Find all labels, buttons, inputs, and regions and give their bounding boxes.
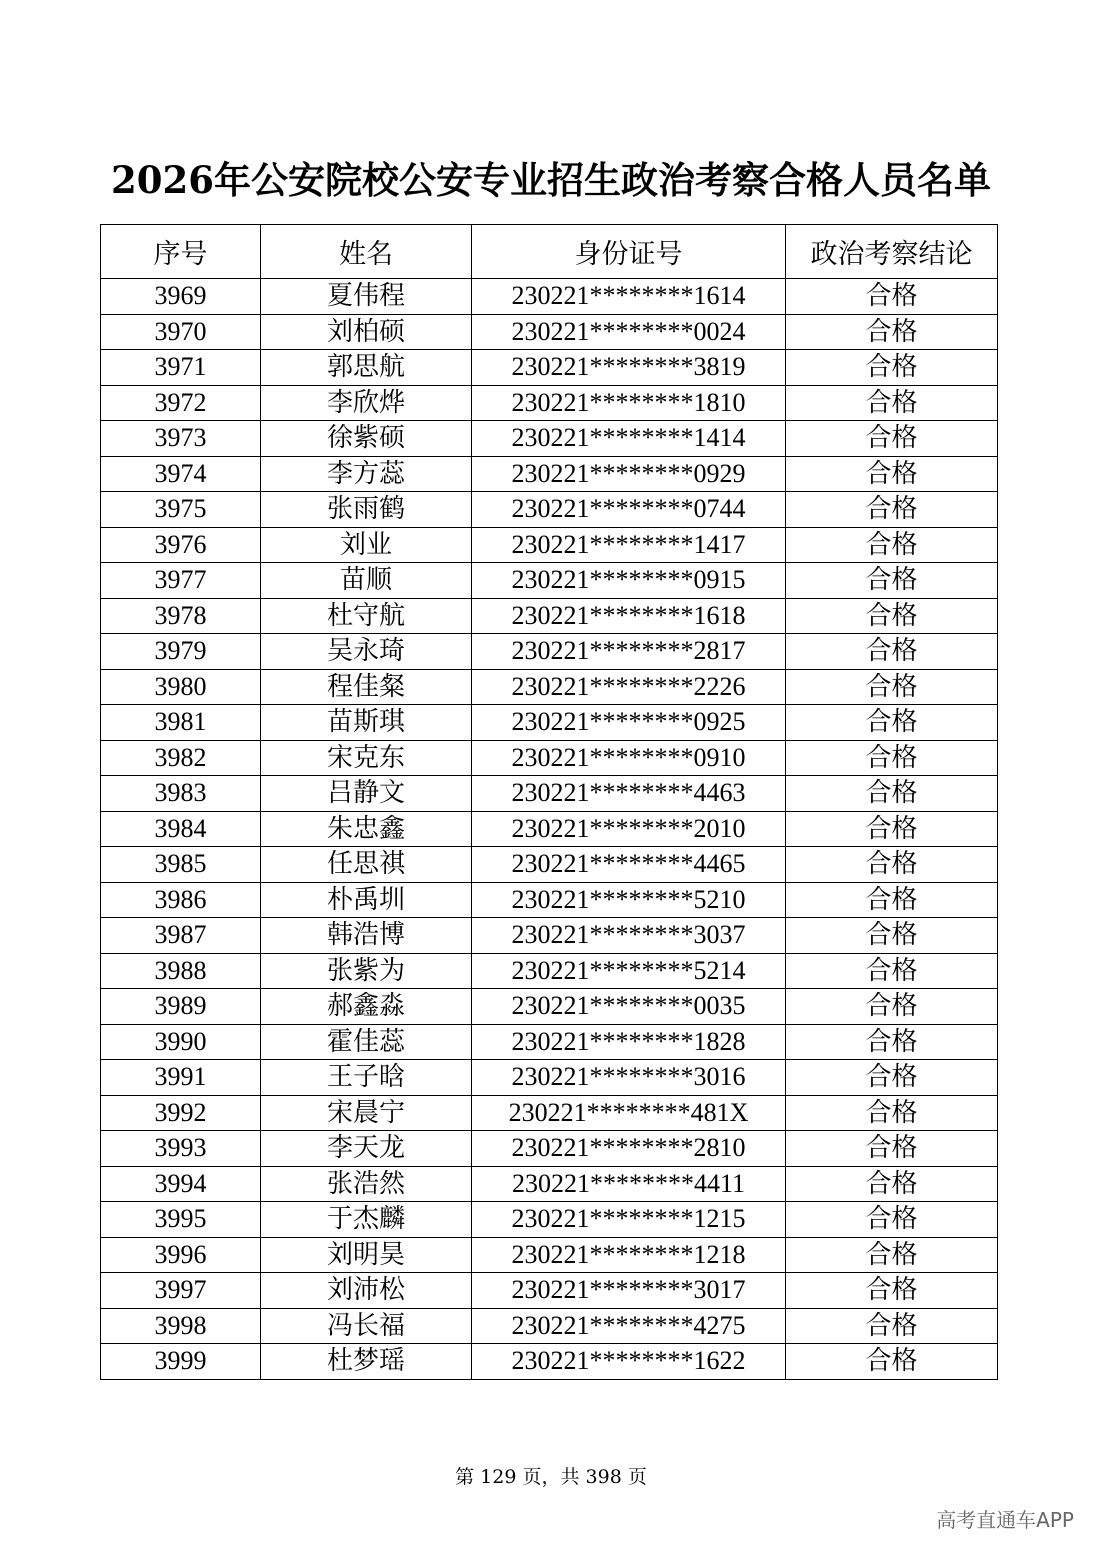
name-cell: 杜梦瑶 — [261, 1344, 472, 1380]
conclusion-cell: 合格 — [786, 1237, 998, 1273]
conclusion-cell: 合格 — [786, 1166, 998, 1202]
table-row — [101, 882, 998, 918]
table-row — [101, 953, 998, 989]
conclusion-cell: 合格 — [786, 1202, 998, 1238]
conclusion-cell: 合格 — [786, 1060, 998, 1096]
seq-cell: 3985 — [101, 847, 261, 883]
table-row — [101, 918, 998, 954]
table-row — [101, 1166, 998, 1202]
name-cell: 刘业 — [261, 527, 472, 563]
conclusion-cell: 合格 — [786, 456, 998, 492]
id-number-cell: 230221********1618 — [472, 598, 786, 634]
seq-cell: 3996 — [101, 1237, 261, 1273]
document-title: 2026年公安院校公安专业招生政治考察合格人员名单 — [111, 158, 991, 202]
name-cell: 吕静文 — [261, 776, 472, 812]
id-number-cell: 230221********2810 — [472, 1131, 786, 1167]
seq-cell: 3999 — [101, 1344, 261, 1380]
id-number-cell: 230221********0925 — [472, 705, 786, 741]
table-row — [101, 669, 998, 705]
name-cell: 刘沛松 — [261, 1273, 472, 1309]
table-row — [101, 314, 998, 350]
name-cell: 朱忠鑫 — [261, 811, 472, 847]
id-number-cell: 230221********4411 — [472, 1166, 786, 1202]
table-row — [101, 456, 998, 492]
id-number-cell: 230221********4463 — [472, 776, 786, 812]
id-number-cell: 230221********481X — [472, 1095, 786, 1131]
name-cell: 朴禹圳 — [261, 882, 472, 918]
id-number-cell: 230221********1810 — [472, 385, 786, 421]
id-number-cell: 230221********3016 — [472, 1060, 786, 1096]
seq-cell: 3988 — [101, 953, 261, 989]
conclusion-cell: 合格 — [786, 314, 998, 350]
seq-cell: 3980 — [101, 669, 261, 705]
name-cell: 于杰麟 — [261, 1202, 472, 1238]
conclusion-cell: 合格 — [786, 989, 998, 1025]
id-number-cell: 230221********5214 — [472, 953, 786, 989]
table-row — [101, 989, 998, 1025]
roster-table — [100, 224, 998, 1380]
id-number-cell: 230221********4275 — [472, 1308, 786, 1344]
seq-cell: 3969 — [101, 279, 261, 315]
name-cell: 张雨鹤 — [261, 492, 472, 528]
name-cell: 冯长福 — [261, 1308, 472, 1344]
seq-cell: 3993 — [101, 1131, 261, 1167]
conclusion-cell: 合格 — [786, 350, 998, 386]
table-row — [101, 385, 998, 421]
seq-cell: 3986 — [101, 882, 261, 918]
conclusion-cell: 合格 — [786, 1344, 998, 1380]
seq-cell: 3975 — [101, 492, 261, 528]
conclusion-cell: 合格 — [786, 953, 998, 989]
conclusion-cell: 合格 — [786, 563, 998, 599]
watermark: 高考直通车APP — [936, 1508, 1074, 1532]
name-cell: 杜守航 — [261, 598, 472, 634]
conclusion-cell: 合格 — [786, 1308, 998, 1344]
table-row — [101, 1024, 998, 1060]
id-number-cell: 230221********0744 — [472, 492, 786, 528]
id-number-cell: 230221********1218 — [472, 1237, 786, 1273]
table-row — [101, 1237, 998, 1273]
id-number-cell: 230221********0024 — [472, 314, 786, 350]
name-cell: 李欣烨 — [261, 385, 472, 421]
name-cell: 徐紫硕 — [261, 421, 472, 457]
seq-cell: 3978 — [101, 598, 261, 634]
table-row — [101, 1308, 998, 1344]
conclusion-cell: 合格 — [786, 669, 998, 705]
id-number-cell: 230221********1828 — [472, 1024, 786, 1060]
header-conclusion: 政治考察结论 — [786, 225, 998, 279]
id-number-cell: 230221********0035 — [472, 989, 786, 1025]
table-row — [101, 1095, 998, 1131]
name-cell: 韩浩博 — [261, 918, 472, 954]
id-number-cell: 230221********1614 — [472, 279, 786, 315]
conclusion-cell: 合格 — [786, 705, 998, 741]
table-row — [101, 598, 998, 634]
seq-cell: 3990 — [101, 1024, 261, 1060]
table-row — [101, 492, 998, 528]
seq-cell: 3972 — [101, 385, 261, 421]
seq-cell: 3981 — [101, 705, 261, 741]
conclusion-cell: 合格 — [786, 385, 998, 421]
conclusion-cell: 合格 — [786, 918, 998, 954]
name-cell: 刘明昊 — [261, 1237, 472, 1273]
header-name: 姓名 — [261, 225, 472, 279]
table-row — [101, 811, 998, 847]
table-row — [101, 563, 998, 599]
id-number-cell: 230221********1414 — [472, 421, 786, 457]
conclusion-cell: 合格 — [786, 776, 998, 812]
table-row — [101, 350, 998, 386]
seq-cell: 3979 — [101, 634, 261, 670]
name-cell: 王子晗 — [261, 1060, 472, 1096]
table-row — [101, 1202, 998, 1238]
table-header-row — [101, 225, 998, 279]
name-cell: 宋晨宁 — [261, 1095, 472, 1131]
name-cell: 张紫为 — [261, 953, 472, 989]
table-row — [101, 279, 998, 315]
seq-cell: 3970 — [101, 314, 261, 350]
table-row — [101, 1131, 998, 1167]
seq-cell: 3984 — [101, 811, 261, 847]
id-number-cell: 230221********0929 — [472, 456, 786, 492]
id-number-cell: 230221********3017 — [472, 1273, 786, 1309]
id-number-cell: 230221********1622 — [472, 1344, 786, 1380]
seq-cell: 3997 — [101, 1273, 261, 1309]
conclusion-cell: 合格 — [786, 740, 998, 776]
id-number-cell: 230221********1215 — [472, 1202, 786, 1238]
table-row — [101, 1344, 998, 1380]
seq-cell: 3987 — [101, 918, 261, 954]
id-number-cell: 230221********0910 — [472, 740, 786, 776]
conclusion-cell: 合格 — [786, 847, 998, 883]
name-cell: 郝鑫淼 — [261, 989, 472, 1025]
name-cell: 郭思航 — [261, 350, 472, 386]
table-row — [101, 740, 998, 776]
name-cell: 任思祺 — [261, 847, 472, 883]
table-row — [101, 634, 998, 670]
name-cell: 霍佳蕊 — [261, 1024, 472, 1060]
id-number-cell: 230221********2817 — [472, 634, 786, 670]
name-cell: 张浩然 — [261, 1166, 472, 1202]
conclusion-cell: 合格 — [786, 634, 998, 670]
name-cell: 吴永琦 — [261, 634, 472, 670]
id-number-cell: 230221********1417 — [472, 527, 786, 563]
seq-cell: 3971 — [101, 350, 261, 386]
conclusion-cell: 合格 — [786, 811, 998, 847]
seq-cell: 3974 — [101, 456, 261, 492]
seq-cell: 3992 — [101, 1095, 261, 1131]
seq-cell: 3982 — [101, 740, 261, 776]
id-number-cell: 230221********5210 — [472, 882, 786, 918]
name-cell: 苗顺 — [261, 563, 472, 599]
seq-cell: 3977 — [101, 563, 261, 599]
name-cell: 李天龙 — [261, 1131, 472, 1167]
header-seq: 序号 — [101, 225, 261, 279]
seq-cell: 3998 — [101, 1308, 261, 1344]
header-id-number: 身份证号 — [472, 225, 786, 279]
conclusion-cell: 合格 — [786, 1095, 998, 1131]
seq-cell: 3995 — [101, 1202, 261, 1238]
conclusion-cell: 合格 — [786, 882, 998, 918]
conclusion-cell: 合格 — [786, 279, 998, 315]
id-number-cell: 230221********4465 — [472, 847, 786, 883]
seq-cell: 3983 — [101, 776, 261, 812]
id-number-cell: 230221********2010 — [472, 811, 786, 847]
name-cell: 宋克东 — [261, 740, 472, 776]
table-row — [101, 527, 998, 563]
seq-cell: 3973 — [101, 421, 261, 457]
seq-cell: 3989 — [101, 989, 261, 1025]
table-row — [101, 705, 998, 741]
conclusion-cell: 合格 — [786, 421, 998, 457]
seq-cell: 3976 — [101, 527, 261, 563]
conclusion-cell: 合格 — [786, 1024, 998, 1060]
name-cell: 李方蕊 — [261, 456, 472, 492]
seq-cell: 3991 — [101, 1060, 261, 1096]
conclusion-cell: 合格 — [786, 598, 998, 634]
table-row — [101, 1273, 998, 1309]
id-number-cell: 230221********2226 — [472, 669, 786, 705]
table-row — [101, 776, 998, 812]
name-cell: 夏伟程 — [261, 279, 472, 315]
conclusion-cell: 合格 — [786, 492, 998, 528]
id-number-cell: 230221********0915 — [472, 563, 786, 599]
conclusion-cell: 合格 — [786, 527, 998, 563]
table-body — [101, 279, 998, 1380]
name-cell: 刘柏硕 — [261, 314, 472, 350]
id-number-cell: 230221********3819 — [472, 350, 786, 386]
name-cell: 苗斯琪 — [261, 705, 472, 741]
table-row — [101, 847, 998, 883]
id-number-cell: 230221********3037 — [472, 918, 786, 954]
table-row — [101, 421, 998, 457]
seq-cell: 3994 — [101, 1166, 261, 1202]
page-number-footer: 第 129 页，共 398 页 — [455, 1466, 647, 1488]
name-cell: 程佳粲 — [261, 669, 472, 705]
conclusion-cell: 合格 — [786, 1131, 998, 1167]
table-row — [101, 1060, 998, 1096]
conclusion-cell: 合格 — [786, 1273, 998, 1309]
